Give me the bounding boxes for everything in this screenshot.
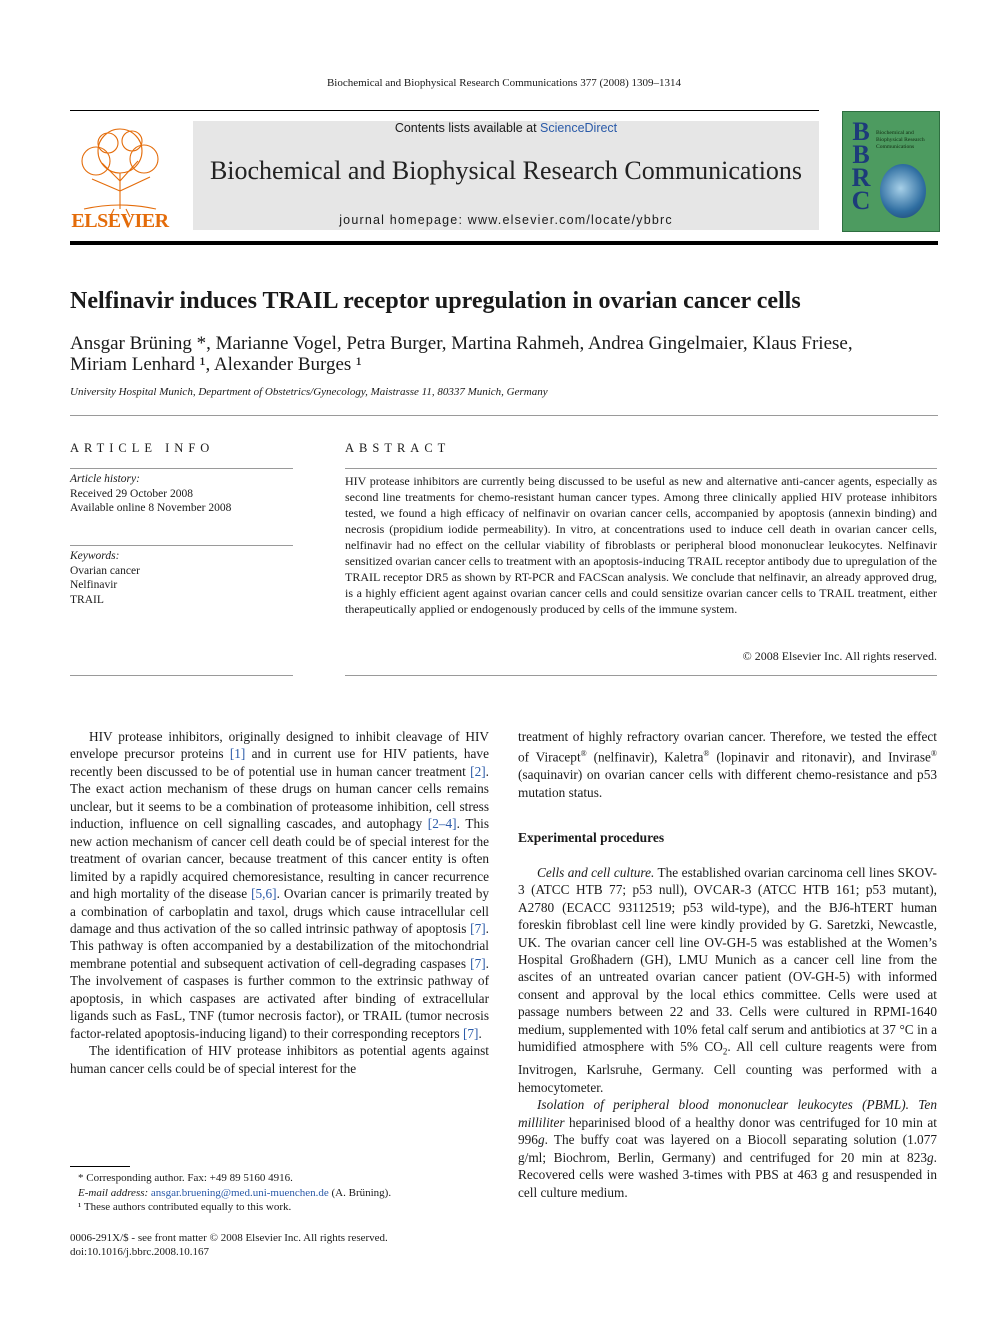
email-link[interactable]: ansgar.bruening@med.uni-muenchen.de xyxy=(150,1186,329,1199)
email-suffix: (A. Brüning). xyxy=(328,1186,392,1199)
superscript: ® xyxy=(580,749,587,759)
received-date: Received 29 October 2008 xyxy=(70,487,193,500)
citation-link[interactable]: [7] xyxy=(462,1025,479,1041)
citation-link[interactable]: [7] xyxy=(470,955,486,971)
footnote-rule xyxy=(70,1166,130,1167)
contents-line xyxy=(193,121,819,135)
body-paragraph: Isolation of peripheral blood mononuclear leukocytes (PBML). Ten milliliter heparinised blood of a healthy donor was centrifuged for 10 min at 996g. The buffy coat was layered on a Biocoll separating solution (1.077 g/ml; Biochrom, Berlin, Germany) and centrifuged for 20 min at 823g. Recovered cells were washed 3-times with PBS at 463 g and resuspended in cell culture medium. xyxy=(518,1097,937,1200)
italic-text: Cells and cell culture. xyxy=(537,864,655,880)
keywords xyxy=(70,549,293,607)
journal-homepage[interactable]: journal homepage: www.elsevier.com/locate/ybbrc xyxy=(339,213,673,227)
cover-letter: C xyxy=(851,186,871,215)
body-paragraph: treatment of highly refractory ovarian cancer. Therefore, we tested the effect of Viracept® (nelfinavir), Kaletra® (lopinavir and ritonavir), and Invirase® (saquinavir) on ovarian cancer cells with different chemo-resistance and p53 mutation status. xyxy=(518,729,937,800)
keywords-rule xyxy=(70,545,293,546)
footnote-equal: ¹ These authors contributed equally to this work. xyxy=(78,1201,292,1213)
journal-name: Biochemical and Biophysical Research Communications xyxy=(209,156,803,185)
cover-letters xyxy=(846,117,876,215)
cover-letter: R xyxy=(851,163,871,192)
footnote-email xyxy=(70,1186,510,1201)
body-paragraph: Cells and cell culture. The established ovarian carcinoma cell lines SKOV-3 (ATCC HTB 77; p53 null), OVCAR-3 (ATCC HTB 161; p53 mutant), A2780 (ECACC 93112519; p53 wild-type), and the BJ6-hTERT human foreskin fibroblast cell line were kindly provided by G. Saretzki, Newcastle, UK. The ovarian cancer cell line OV-GH-5 was established at the Women’s Hospital Großhadern (GH), LMU Munich as a cancer cell line from the ascites of an untreated ovarian cancer patient (OV-GH-5) with informed consent and approval by the local ethics committee. Cells were used at passage numbers between 22 and 33. Cells were cultured in RPMI-1640 medium, supplemented with 10% fetal calf serum and antibiotics at 37 °C in a humidified atmosphere with 5% $CO_2$. All cell culture reagents were from Invitrogen, Karlsruhe, Germany. Cell counting was performed with a hemocytometer. xyxy=(518,864,937,1095)
article-title: Nelfinavir induces TRAIL receptor upregulation in ovarian cancer cells xyxy=(70,288,801,314)
citation-link[interactable]: [5,6] xyxy=(251,886,277,902)
body-right-column xyxy=(518,728,937,1201)
cover-image xyxy=(880,164,926,218)
abstract-text: HIV protease inhibitors are currently being discussed to be useful as new and alternative anti-cancer agents, especially as second line treatments for chemo-resistant human cancer types. Among three clinically applied HIV protease inhibitors tested, we found a high efficacy of nelfinavir on ovarian cancer cells, accompanied by apoptosis (annexin binding) and necrosis (propidium iodide permeability). In vitro, at concentrations used to induce cell death in ovarian cancer cells, nelfinavir had no effect on the cellular viability of fibroblasts or peripheral blood mononuclear leukocytes. Nelfinavir sensitized ovarian cancer cells to treatment with an apoptosis-inducing TRAIL receptor antibody due to upregulation of the TRAIL receptor DR5 as shown by RT-PCR and FACScan analysis. We conclude that nelfinavir, an already approved drug, is a highly efficient agent against ovarian cancer cells and could sensitize ovarian cancer cells to TRAIL treatment, either therapeutically applied or endogenously produced by cells of the immune system. xyxy=(345,474,937,616)
email-label: E-mail address: xyxy=(78,1186,151,1199)
italic-text: Isolation of peripheral blood mononuclear leukocytes (PBML). Ten milliliter xyxy=(518,1097,937,1130)
citation-link[interactable]: [2] xyxy=(470,763,486,779)
masthead-rule xyxy=(70,241,938,245)
authors-line-2: Miriam Lenhard ¹, Alexander Burges ¹ xyxy=(70,354,362,375)
superscript: ® xyxy=(703,749,710,759)
superscript: ® xyxy=(930,749,937,759)
author-list xyxy=(70,333,950,375)
keyword: Nelfinavir xyxy=(70,579,118,591)
body-paragraph: HIV protease inhibitors, originally designed to inhibit cleavage of HIV envelope precursor proteins [1] and in current use for HIV patients, have recently been discussed to be of potential use in human cancer treatment [2]. The exact action mechanism of these drugs on human cancer cells remains unclear, but it seems to be a combination of proteasome inhibition, cell stress induction, influence on cell signalling cascades, and autophagy [2–4]. This new action mechanism of cancer cell death could be of special interest for the treatment of ovarian cancer, because treatment of this cancer entity is often limited by a rapidly acquired chemoresistance, resulting in cancer recurrence and high mortality of the disease [5,6]. Ovarian cancer is primarily treated by a combination of carboplatin and taxol, drugs which cause intracellular cell damage and thus activation of the so called intrinsic pathway of apoptosis [7]. This pathway is often accompanied by a destabilization of the mitochondrial membrane potential and subsequent activation of cell-degrading caspases [7]. The involvement of caspases is further common to the extrinsic pathway of apoptosis, in which caspases are activated after binding of extracellular ligands such as FasL, TNF (tumor necrosis factor), or TRAIL (tumor necrosis factor-related apoptosis-inducing ligand) to their corresponding receptors [7]. xyxy=(70,729,489,1041)
header-rule xyxy=(70,110,819,111)
body-left-column xyxy=(70,728,489,1077)
footnote-corresponding: * Corresponding author. Fax: +49 89 5160 4916. xyxy=(78,1172,293,1184)
article-history xyxy=(70,472,293,516)
elsevier-wordmark: ELSEVIER xyxy=(71,210,169,232)
body-paragraph: The identification of HIV protease inhibitors as potential agents against human cancer cells could be of special interest for the xyxy=(70,1043,489,1076)
article-info-bottom-rule xyxy=(70,675,293,676)
keyword: Ovarian cancer xyxy=(70,564,140,577)
sciencedirect-link[interactable]: ScienceDirect xyxy=(540,121,618,135)
footnotes xyxy=(70,1171,510,1215)
authors-line-1: Ansgar Brüning *, Marianne Vogel, Petra Burger, Martina Rahmeh, Andrea Gingelmaier, Klaus Friese, xyxy=(70,333,853,354)
subscript: 2 xyxy=(722,1046,728,1057)
journal-citation: Biochemical and Biophysical Research Communications 377 (2008) 1309–1314 xyxy=(326,77,682,89)
section-title: Experimental procedures xyxy=(518,830,665,846)
available-date: Available online 8 November 2008 xyxy=(70,502,232,514)
issn-doi xyxy=(70,1231,510,1259)
abstract-copyright: © 2008 Elsevier Inc. All rights reserved. xyxy=(742,649,937,663)
citation-link[interactable]: [7] xyxy=(470,920,486,936)
article-info-heading: ARTICLE INFO xyxy=(70,441,215,455)
affiliation: University Hospital Munich, Department of Obstetrics/Gynecology, Maistrasse 11, 80337 Munich, Germany xyxy=(70,386,548,398)
keywords-label: Keywords: xyxy=(70,550,120,562)
abstract-bottom-rule xyxy=(345,675,937,676)
title-rule xyxy=(70,415,938,416)
citation-link[interactable]: [1] xyxy=(229,746,246,762)
cover-letter: B xyxy=(852,117,870,146)
doi-line: doi:10.1016/j.bbrc.2008.10.167 xyxy=(70,1246,210,1258)
cover-letter: B xyxy=(852,140,870,169)
italic-text: g xyxy=(537,1132,545,1148)
contents-prefix: Contents lists available at xyxy=(394,121,541,135)
issn-line: 0006-291X/$ - see front matter © 2008 Elsevier Inc. All rights reserved. xyxy=(70,1232,388,1244)
abstract-heading: ABSTRACT xyxy=(345,441,451,455)
keyword: TRAIL xyxy=(70,593,104,606)
italic-text: g xyxy=(927,1149,934,1165)
abstract-rule xyxy=(345,468,937,469)
citation-link[interactable]: [2–4] xyxy=(427,816,457,832)
cover-title: Biochemical and Biophysical Research Communications xyxy=(876,130,925,150)
article-info-rule xyxy=(70,468,293,469)
history-label: Article history: xyxy=(70,473,140,485)
